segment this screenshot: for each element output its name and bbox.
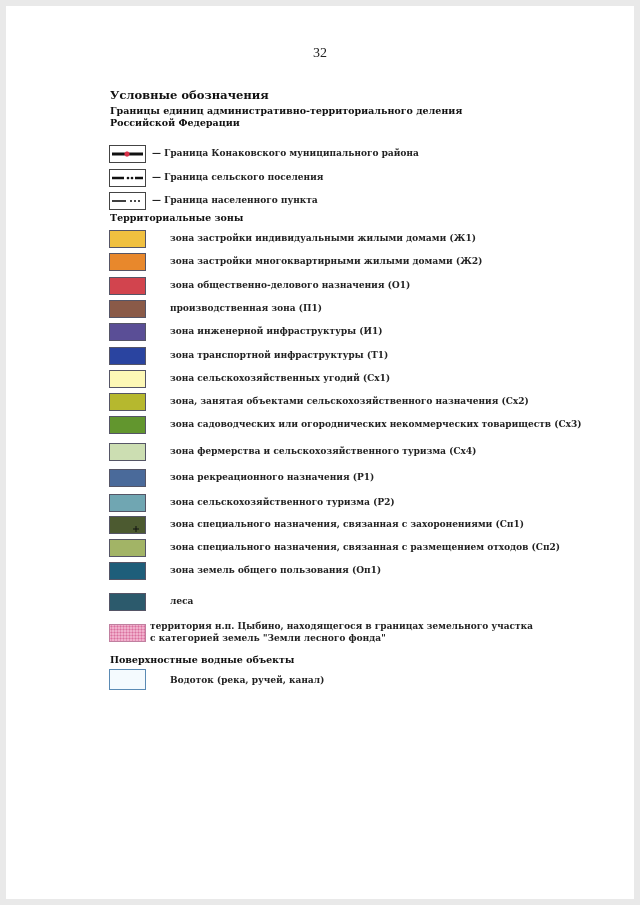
water-heading: Поверхностные водные объекты — [110, 655, 295, 666]
zone-sp2-swatch — [109, 539, 146, 557]
zone-i1-swatch — [109, 323, 146, 341]
admin-heading-line-1: Границы единиц административно-территориального деления — [110, 106, 463, 117]
admin-heading-line-2: Российской Федерации — [110, 118, 240, 129]
zone-t1-label: зона транспортной инфраструктуры (Т1) — [170, 351, 389, 361]
zone-sx2-swatch — [109, 393, 146, 411]
zone-sx3-label: зона садоводческих или огороднических некоммерческих товариществ (Сх3) — [170, 420, 582, 430]
forest-label: леса — [170, 597, 194, 607]
zone-r1-swatch — [109, 469, 146, 487]
legend-title: Условные обозначения — [110, 88, 269, 102]
watercourse-swatch — [109, 669, 146, 690]
zone-sx4-swatch — [109, 443, 146, 461]
zone-o1-swatch — [109, 277, 146, 295]
zone-zh1-label: зона застройки индивидуальными жилыми домами (Ж1) — [170, 234, 476, 244]
rural-settlement-boundary-icon — [109, 169, 146, 187]
zone-p1-label: производственная зона (П1) — [170, 304, 322, 314]
admin-boundaries-heading — [110, 106, 462, 130]
zones-heading: Территориальные зоны — [110, 213, 244, 224]
zone-p1-swatch — [109, 300, 146, 318]
district-boundary-label: — Граница Конаковского муниципального района — [152, 149, 419, 159]
rural-settlement-boundary-label: — Граница сельского поселения — [152, 173, 324, 183]
zone-i1-label: зона инженерной инфраструктуры (И1) — [170, 327, 383, 337]
zone-sx1-label: зона сельскохозяйственных угодий (Сх1) — [170, 374, 391, 384]
zone-o1-label: зона общественно-делового назначения (О1) — [170, 281, 411, 291]
zone-sx1-swatch — [109, 370, 146, 388]
special-territory-swatch — [109, 624, 146, 642]
zone-r1-label: зона рекреационного назначения (Р1) — [170, 473, 375, 483]
zone-op1-swatch — [109, 562, 146, 580]
zone-sx4-label: зона фермерства и сельскохозяйственного туризма (Сх4) — [170, 447, 477, 457]
zone-t1-swatch — [109, 347, 146, 365]
page-number: 32 — [313, 46, 327, 61]
zone-zh2-swatch — [109, 253, 146, 271]
zone-r2-swatch — [109, 494, 146, 512]
zone-sp1-label: зона специального назначения, связанная с захоронениями (Сп1) — [170, 520, 524, 530]
special-territory-label — [150, 621, 533, 645]
zone-zh1-swatch — [109, 230, 146, 248]
zone-sp2-label: зона специального назначения, связанная с размещением отходов (Сп2) — [170, 543, 561, 553]
document-page — [6, 6, 634, 899]
cross-icon — [110, 517, 145, 533]
zone-op1-label: зона земель общего пользования (Оп1) — [170, 566, 382, 576]
zone-zh2-label: зона застройки многоквартирными жилыми домами (Ж2) — [170, 257, 483, 267]
special-territory-line-1: территория н.п. Цыбино, находящегося в границах земельного участка — [150, 622, 533, 632]
special-territory-line-2: с категорией земель "Земли лесного фонда" — [150, 634, 386, 644]
zone-sx3-swatch — [109, 416, 146, 434]
district-boundary-icon — [109, 145, 146, 163]
locality-boundary-icon — [109, 192, 146, 210]
zone-r2-label: зона сельскохозяйственного туризма (Р2) — [170, 498, 395, 508]
zone-sp1-swatch — [109, 516, 146, 534]
locality-boundary-label: — Граница населенного пункта — [152, 196, 318, 206]
watercourse-label: Водоток (река, ручей, канал) — [170, 676, 325, 686]
zone-sx2-label: зона, занятая объектами сельскохозяйственного назначения (Сх2) — [170, 397, 529, 407]
forest-swatch — [109, 593, 146, 611]
